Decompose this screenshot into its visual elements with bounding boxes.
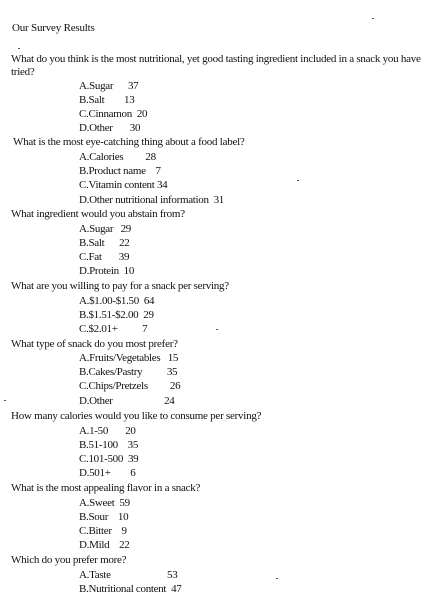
scan-speck	[297, 180, 299, 181]
answer-5b: B.Cakes/Pastry 35	[79, 366, 178, 378]
answer-4b: B.$1.51-$2.00 29	[79, 309, 154, 321]
scan-speck	[372, 18, 374, 19]
answer-1d: D.Other 30	[79, 122, 141, 134]
question-1: What do you think is the most nutritional, yet good tasting ingredient included in a snack you have tried?	[11, 53, 421, 78]
answer-2d: D.Other nutritional information 31	[79, 194, 224, 206]
answer-7b: B.Sour 10	[79, 511, 129, 523]
answer-2a: A.Calories 28	[79, 151, 156, 163]
question-3: What ingredient would you abstain from?	[11, 208, 185, 220]
page-title: Our Survey Results	[12, 22, 95, 34]
answer-3b: B.Salt 22	[79, 237, 130, 249]
scan-speck	[276, 578, 278, 579]
answer-1c: C.Cinnamon 20	[79, 108, 148, 120]
question-8: Which do you prefer more?	[11, 554, 127, 566]
answer-5c: C.Chips/Pretzels 26	[79, 380, 181, 392]
answer-2c: C.Vitamin content 34	[79, 179, 168, 191]
answer-1a: A.Sugar 37	[79, 80, 139, 92]
answer-5d: D.Other 24	[79, 395, 175, 407]
scan-speck	[18, 48, 20, 49]
answer-7d: D.Mild 22	[79, 539, 130, 551]
answer-8b: B.Nutritional content 47	[79, 583, 182, 595]
answer-7c: C.Bitter 9	[79, 525, 127, 537]
answer-5a: A.Fruits/Vegetables 15	[79, 352, 179, 364]
answer-6c: C.101-500 39	[79, 453, 139, 465]
answer-4a: A.$1.00-$1.50 64	[79, 295, 155, 307]
question-5: What type of snack do you most prefer?	[11, 338, 178, 350]
question-4: What are you willing to pay for a snack per serving?	[11, 280, 229, 292]
answer-1b: B.Salt 13	[79, 94, 135, 106]
answer-6d: D.501+ 6	[79, 467, 136, 479]
question-2: What is the most eye-catching thing about a food label?	[13, 136, 245, 148]
answer-6b: B.51-100 35	[79, 439, 139, 451]
question-7: What is the most appealing flavor in a snack?	[11, 482, 201, 494]
answer-3d: D.Protein 10	[79, 265, 135, 277]
answer-3a: A.Sugar 29	[79, 223, 132, 235]
answer-6a: A.1-50 20	[79, 425, 136, 437]
answer-3c: C.Fat 39	[79, 251, 130, 263]
answer-8a: A.Taste 53	[79, 569, 178, 581]
question-6: How many calories would you like to consume per serving?	[11, 410, 262, 422]
answer-7a: A.Sweet 59	[79, 497, 130, 509]
scan-speck	[216, 329, 218, 330]
scan-speck	[4, 400, 6, 401]
answer-4c: C.$2.01+ 7	[79, 323, 148, 335]
answer-2b: B.Product name 7	[79, 165, 161, 177]
